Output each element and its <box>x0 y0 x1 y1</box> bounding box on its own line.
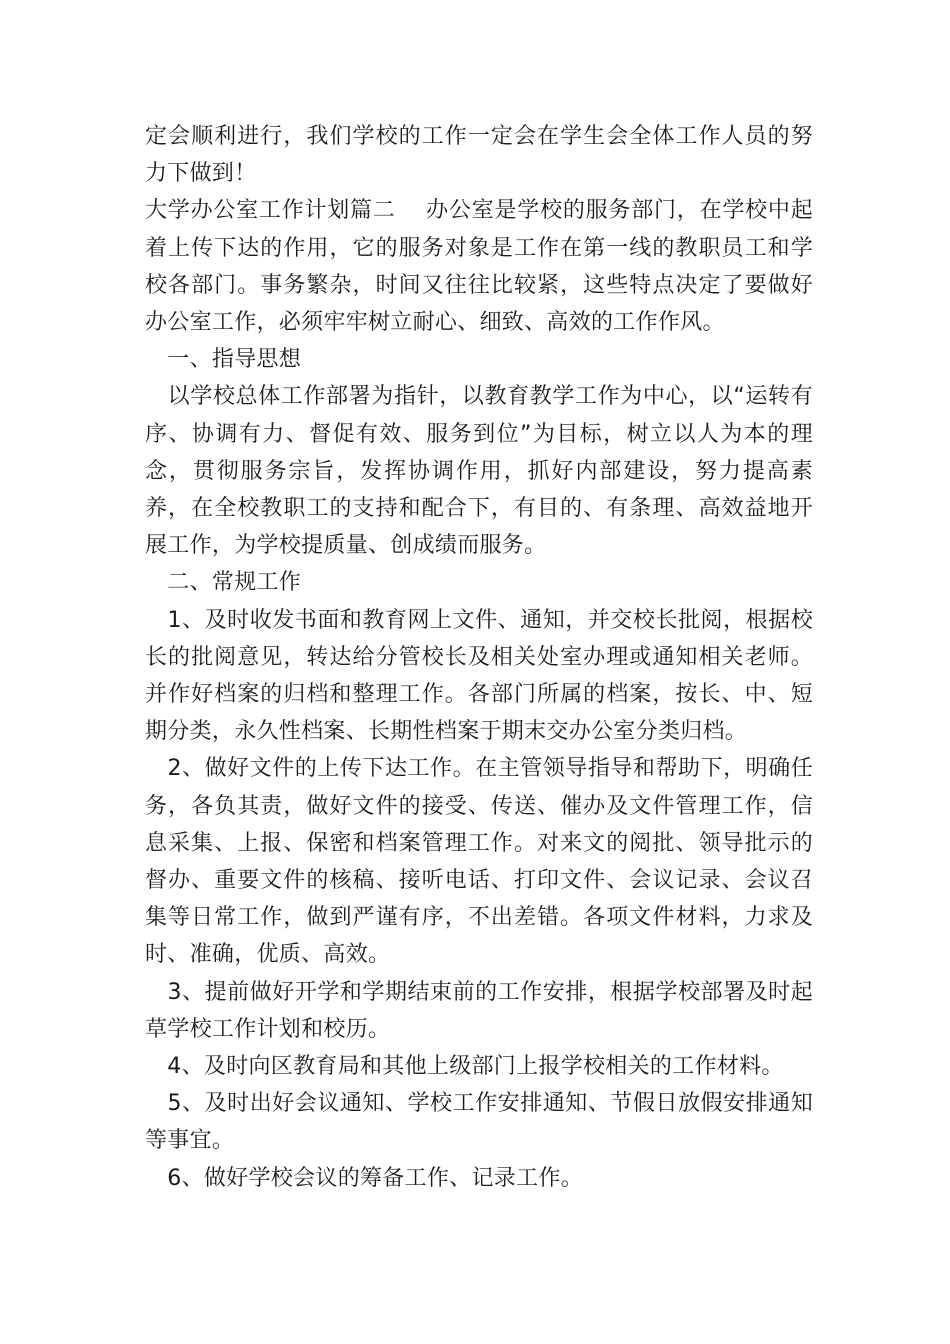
heading-routine-work: 二、常规工作 <box>145 570 302 596</box>
paragraph-item-6: 6、做好学校会议的筹备工作、记录工作。 <box>145 1165 583 1191</box>
paragraph-item-5: 5、及时出好会议通知、学校工作安排通知、节假日放假安排通知等事宜。 <box>145 1091 813 1154</box>
paragraph-item-1: 1、及时收发书面和教育网上文件、通知，并交校长批阅，根据校长的批阅意见，转达给分管校长及相关处室办理或通知相关老师。并作好档案的归档和整理工作。各部门所属的档案，按长、中、短期分类，永久性档案、长期性档案于期末交办公室分类归档。 <box>145 607 813 745</box>
paragraph-continuation: 定会顺利进行，我们学校的工作一定会在学生会全体工作人员的努力下做到！ <box>145 124 813 187</box>
document-body <box>145 118 813 1197</box>
paragraph-intro: 大学办公室工作计划篇二 办公室是学校的服务部门，在学校中起着上传下达的作用，它的服务对象是工作在第一线的教职员工和学校各部门。事务繁杂，时间又往往比较紧，这些特点决定了要做好办公室工作，必须牢牢树立耐心、细致、高效的工作作风。 <box>145 198 813 336</box>
paragraph-item-3: 3、提前做好开学和学期结束前的工作安排，根据学校部署及时起草学校工作计划和校历。 <box>145 979 813 1042</box>
heading-guiding-thought: 一、指导思想 <box>145 347 302 373</box>
paragraph-item-4: 4、及时向区教育局和其他上级部门上报学校相关的工作材料。 <box>145 1054 784 1080</box>
paragraph-item-2: 2、做好文件的上传下达工作。在主管领导指导和帮助下，明确任务，各负其责，做好文件的接受、传送、催办及文件管理工作，信息采集、上报、保密和档案管理工作。对来文的阅批、领导批示的督办、重要文件的核稿、接听电话、打印文件、会议记录、会议召集等日常工作，做到严谨有序，不出差错。各项文件材料，力求及时、准确，优质、高效。 <box>145 756 813 968</box>
paragraph-guiding-thought: 以学校总体工作部署为指针，以教育教学工作为中心，以“运转有序、协调有力、督促有效、服务到位”为目标，树立以人为本的理念，贯彻服务宗旨，发挥协调作用，抓好内部建设，努力提高素养，在全校教职工的支持和配合下，有目的、有条理、高效益地开展工作，为学校提质量、创成绩而服务。 <box>145 384 813 559</box>
